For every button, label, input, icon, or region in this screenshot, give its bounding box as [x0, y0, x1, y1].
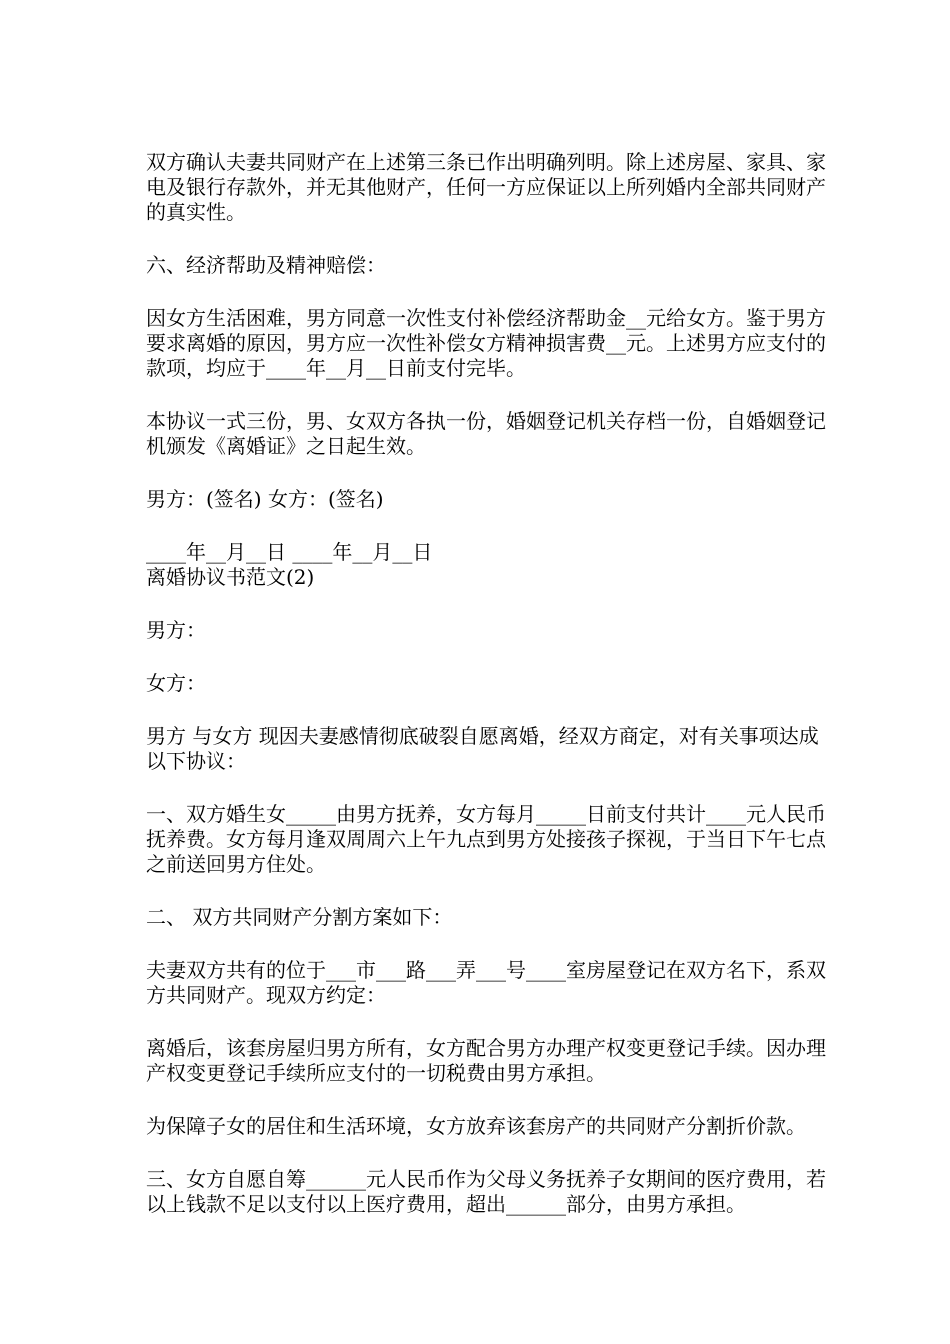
paragraph-house-ownership: 离婚后，该套房屋归男方所有，女方配合男方办理产权变更登记手续。因办理产权变更登记手续所应支付的一切税费由男方承担。: [146, 1036, 826, 1085]
section-heading-two: 二、 双方共同财产分割方案如下：: [146, 905, 453, 929]
paragraph-copies: 本协议一式三份，男、女双方各执一份，婚姻登记机关存档一份，自婚姻登记机颁发《离婚证》之日起生效。: [146, 409, 826, 458]
section-heading-six: 六、经济帮助及精神赔偿：: [146, 253, 386, 277]
paragraph-property-confirmation: 双方确认夫妻共同财产在上述第三条已作出明确列明。除上述房屋、家具、家电及银行存款外，并无其他财产，任何一方应保证以上所列婚内全部共同财产的真实性。: [146, 150, 826, 224]
document-title-2: 离婚协议书范文(2): [146, 565, 315, 589]
paragraph-house: 夫妻双方共有的位于___市___路___弄___号____室房屋登记在双方名下，系双方共同财产。现双方约定：: [146, 958, 826, 1007]
paragraph-waiver: 为保障子女的居住和生活环境，女方放弃该套房产的共同财产分割折价款。: [146, 1114, 806, 1138]
signature-line: 男方：(签名) 女方：(签名): [146, 487, 384, 511]
document-body: [146, 150, 836, 1245]
party-male: 男方：: [146, 618, 206, 642]
paragraph-compensation: 因女方生活困难，男方同意一次性支付补偿经济帮助金__元给女方。鉴于男方要求离婚的原因，男方应一次性补偿女方精神损害费__元。上述男方应支付的款项，均应于____年__月__日前支付完毕。: [146, 306, 826, 380]
party-female: 女方：: [146, 671, 206, 695]
paragraph-custody: 一、双方婚生女_____由男方抚养，女方每月_____日前支付共计____元人民币抚养费。女方每月逢双周周六上午九点到男方处接孩子探视，于当日下午七点之前送回男方住处。: [146, 802, 826, 876]
paragraph-preamble: 男方 与女方 现因夫妻感情彻底破裂自愿离婚，经双方商定，对有关事项达成以下协议：: [146, 724, 819, 773]
paragraph-medical: 三、女方自愿自筹______元人民币作为父母义务抚养子女期间的医疗费用，若以上钱款不足以支付以上医疗费用，超出______部分，由男方承担。: [146, 1167, 826, 1216]
date-line: ____年__月__日 ____年__月__日: [146, 540, 433, 564]
